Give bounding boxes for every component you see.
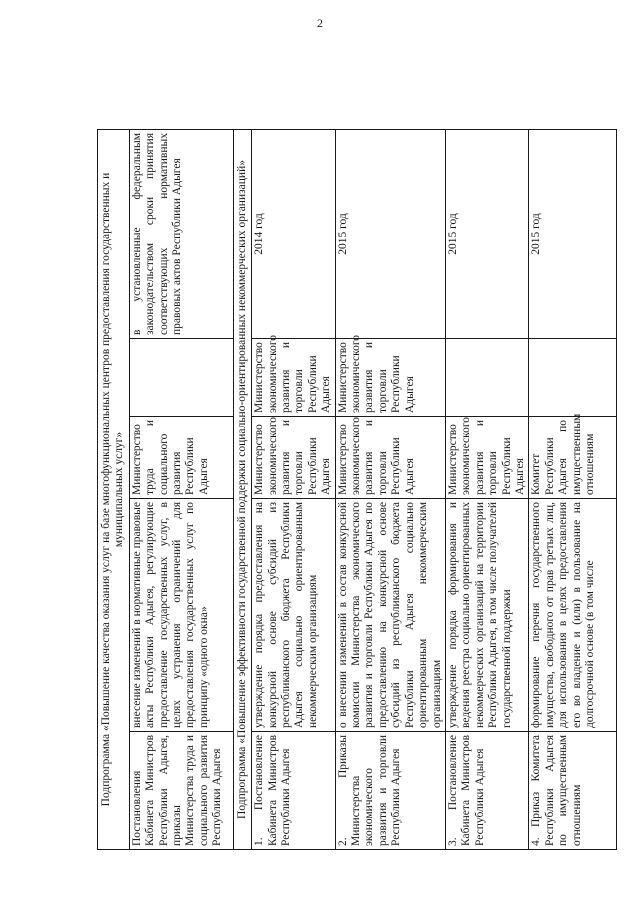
cell-responsible: Министерство экономического развития и торговли Республики Адыгея xyxy=(252,417,335,499)
cell-basis: 3. Постановление Кабинета Министров Республики Адыгея xyxy=(445,732,528,850)
cell-responsible: Комитет Республики Адыгея по имущественным отношениям xyxy=(529,417,617,499)
cell-term: в установленные федеральным законодательством сроки принятия соответствующих нормативных правовых актов Республики Адыгея xyxy=(129,130,233,339)
cell-content: формирование перечня государственного имущества, свободного от прав третьих лиц, для использования в целях предоставления его во владение и (или) в пользование на долгосрочной основе (в том числе xyxy=(529,499,617,732)
cell-responsible: Министерство экономического развития и торговли Республики Адыгея xyxy=(445,417,528,499)
measures-table xyxy=(97,129,617,850)
table-row xyxy=(335,130,445,850)
cell-basis: 4. Приказ Комитета Республики Адыгея по имущественным отношениям xyxy=(529,732,617,850)
cell-basis: 2. Приказы Министерства экономического развития и торговли Республики Адыгея xyxy=(335,732,445,850)
cell-codeveloper: Министерство экономического развития и торговли Республики Адыгея xyxy=(335,339,445,417)
table-row xyxy=(252,130,335,850)
subprogram-2-title: Подпрограмма «Повышение эффективности государственной поддержки социально-ориентированных некоммерческих организаций» xyxy=(233,130,251,850)
subprogram-header-row xyxy=(98,130,130,850)
table-row xyxy=(529,130,617,850)
cell-codeveloper xyxy=(129,339,233,417)
cell-content: утверждение порядка формирования и ведения реестра социально ориентированных некоммерческих организаций на территории Республики Адыгея, в том числе получателей государственной поддержки xyxy=(445,499,528,732)
cell-term: 2014 год xyxy=(252,130,335,339)
cell-term: 2015 год xyxy=(445,130,528,339)
rotated-table-container xyxy=(97,130,596,850)
cell-codeveloper xyxy=(529,339,617,417)
cell-content: о внесении изменений в состав конкурсной комиссии Министерства экономического развития и торговли Республики Адыгея по предоставлению на конкурсной основе субсидий из республиканского бюджета Республики Адыгея социально ориентированным некоммерческим организациям xyxy=(335,499,445,732)
cell-term: 2015 год xyxy=(529,130,617,339)
table-row xyxy=(129,130,233,850)
cell-basis: Постановления Кабинета Министров Республики Адыгея, приказы Министерства труда и социального развития Республики Адыгея xyxy=(129,732,233,850)
cell-content: утверждение порядка предоставления на конкурсной основе субсидий из республиканского бюджета Республики Адыгея социально ориентированным некоммерческим организациям xyxy=(252,499,335,732)
cell-content: внесение изменений в нормативные правовые акты Республики Адыгея, регулирующие предоставление государственных услуг, в целях устранения ограничений для предоставления государственных услуг по принципу «одного окна» xyxy=(129,499,233,732)
cell-responsible: Министерство экономического развития и торговли Республики Адыгея xyxy=(335,417,445,499)
cell-responsible: Министерство труда и социального развития Республики Адыгея xyxy=(129,417,233,499)
cell-codeveloper xyxy=(445,339,528,417)
cell-codeveloper: Министерство экономического развития и торговли Республики Адыгея xyxy=(252,339,335,417)
table-row xyxy=(445,130,528,850)
subprogram-1-title: Подпрограмма «Повышение качества оказания услуг на базе многофункциональных центров предоставления государственных и муниципальных услуг» xyxy=(98,130,130,850)
cell-term: 2015 год xyxy=(335,130,445,339)
page-number: 2 xyxy=(317,16,323,30)
cell-basis: 1. Постановление Кабинета Министров Республики Адыгея xyxy=(252,732,335,850)
subprogram-header-row xyxy=(233,130,251,850)
